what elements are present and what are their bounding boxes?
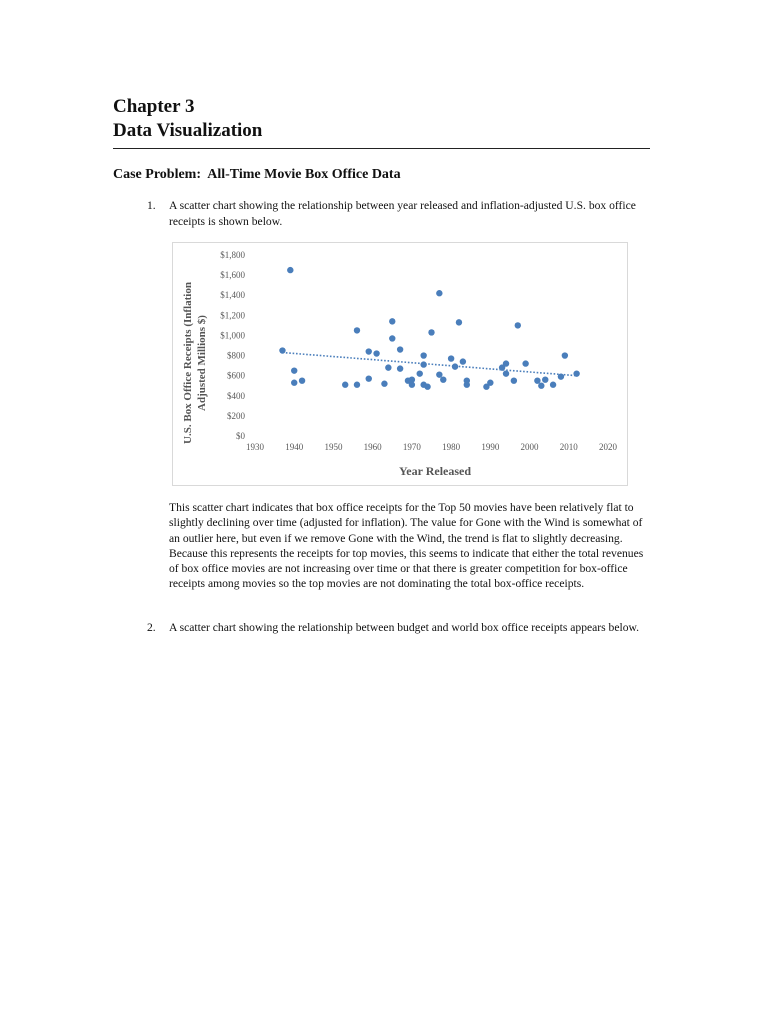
data-point <box>515 322 521 328</box>
y-tick-label: $1,000 <box>220 330 245 341</box>
data-point <box>542 376 548 382</box>
x-tick-label: 1960 <box>363 442 382 452</box>
y-tick-label: $600 <box>227 370 245 381</box>
data-point <box>487 380 493 386</box>
data-point <box>409 382 415 388</box>
data-point <box>503 370 509 376</box>
data-point <box>354 327 360 333</box>
list-item-text: A scatter chart showing the relationship between budget and world box office receipts appears below. <box>169 621 640 634</box>
x-tick-label: 1970 <box>402 442 421 452</box>
data-point <box>354 382 360 388</box>
y-tick-label: $400 <box>227 390 245 401</box>
data-point <box>287 267 293 273</box>
data-point <box>279 347 285 353</box>
y-tick-label: $200 <box>227 410 245 421</box>
data-point <box>389 335 395 341</box>
data-point <box>373 350 379 356</box>
data-point <box>389 318 395 324</box>
data-point <box>440 376 446 382</box>
data-point <box>366 375 372 381</box>
x-tick-label: 1990 <box>481 442 500 452</box>
data-point <box>558 373 564 379</box>
analysis-paragraph: This scatter chart indicates that box office receipts for the Top 50 movies have been relatively flat to slightly declining over time (adjusted for inflation). The value for Gone with the Wind is somewhat of an outlier here, but even if we remove Gone with the Wind, the trend is flat to slightly decreasing. Because this represents the receipts for top movies, this seems to indicate that either the total revenues of box office movies are not increasing over time or that there is greater competition for box-office receipts among movies so the top movies are not dominating the total box-office receipts. <box>169 501 644 591</box>
data-point <box>448 355 454 361</box>
data-point <box>464 382 470 388</box>
case-problem-label: Case Problem: <box>113 167 201 182</box>
data-point <box>366 348 372 354</box>
x-tick-label: 1950 <box>324 442 343 452</box>
trendline <box>282 353 576 376</box>
y-tick-label: $800 <box>227 350 245 361</box>
scatter-chart <box>172 242 628 486</box>
data-point <box>503 360 509 366</box>
data-point <box>538 383 544 389</box>
data-point <box>397 365 403 371</box>
data-point <box>424 384 430 390</box>
data-point <box>534 377 540 383</box>
list-item-number: 2. <box>147 621 156 634</box>
y-tick-label: $1,600 <box>220 270 245 281</box>
list-item-text: A scatter chart showing the relationship between year released and inflation-adjusted U.S. box office receipts is shown below. <box>169 199 636 228</box>
chapter-title: Data Visualization <box>113 120 263 141</box>
x-axis-label: Year Released <box>398 464 472 478</box>
x-tick-label: 2020 <box>599 442 617 452</box>
data-point <box>562 352 568 358</box>
data-point <box>573 370 579 376</box>
x-tick-label: 1940 <box>285 442 304 452</box>
y-tick-label: $1,400 <box>220 290 245 301</box>
x-tick-label: 2000 <box>520 442 539 452</box>
data-point <box>385 364 391 370</box>
y-axis-label-line-2: Adjusted Millions $) <box>196 315 208 411</box>
data-point <box>511 377 517 383</box>
data-point <box>397 346 403 352</box>
chapter-number: Chapter 3 <box>113 96 195 117</box>
data-point <box>417 370 423 376</box>
data-point <box>436 290 442 296</box>
case-problem-title: All-Time Movie Box Office Data <box>207 167 401 182</box>
data-point <box>456 319 462 325</box>
x-tick-label: 1930 <box>246 442 264 452</box>
data-point <box>452 363 458 369</box>
y-tick-label: $1,200 <box>220 310 245 321</box>
y-tick-label: $1,800 <box>220 250 245 260</box>
data-point <box>291 367 297 373</box>
data-point <box>420 361 426 367</box>
data-point <box>550 382 556 388</box>
data-point <box>299 377 305 383</box>
chapter-heading <box>113 95 262 143</box>
data-point <box>436 371 442 377</box>
heading-divider <box>113 148 650 149</box>
data-point <box>291 380 297 386</box>
data-point <box>522 360 528 366</box>
x-tick-label: 2010 <box>559 442 578 452</box>
y-axis-label-line-1: U.S. Box Office Receipts (Inflation <box>182 282 194 444</box>
scatter-chart-svg <box>173 243 629 487</box>
list-item-number: 1. <box>147 199 156 212</box>
data-point <box>460 358 466 364</box>
data-point <box>420 352 426 358</box>
data-point <box>342 382 348 388</box>
data-point <box>381 381 387 387</box>
x-tick-label: 1980 <box>442 442 461 452</box>
case-problem-heading <box>113 166 401 184</box>
data-point <box>428 329 434 335</box>
y-tick-label: $0 <box>236 431 245 441</box>
